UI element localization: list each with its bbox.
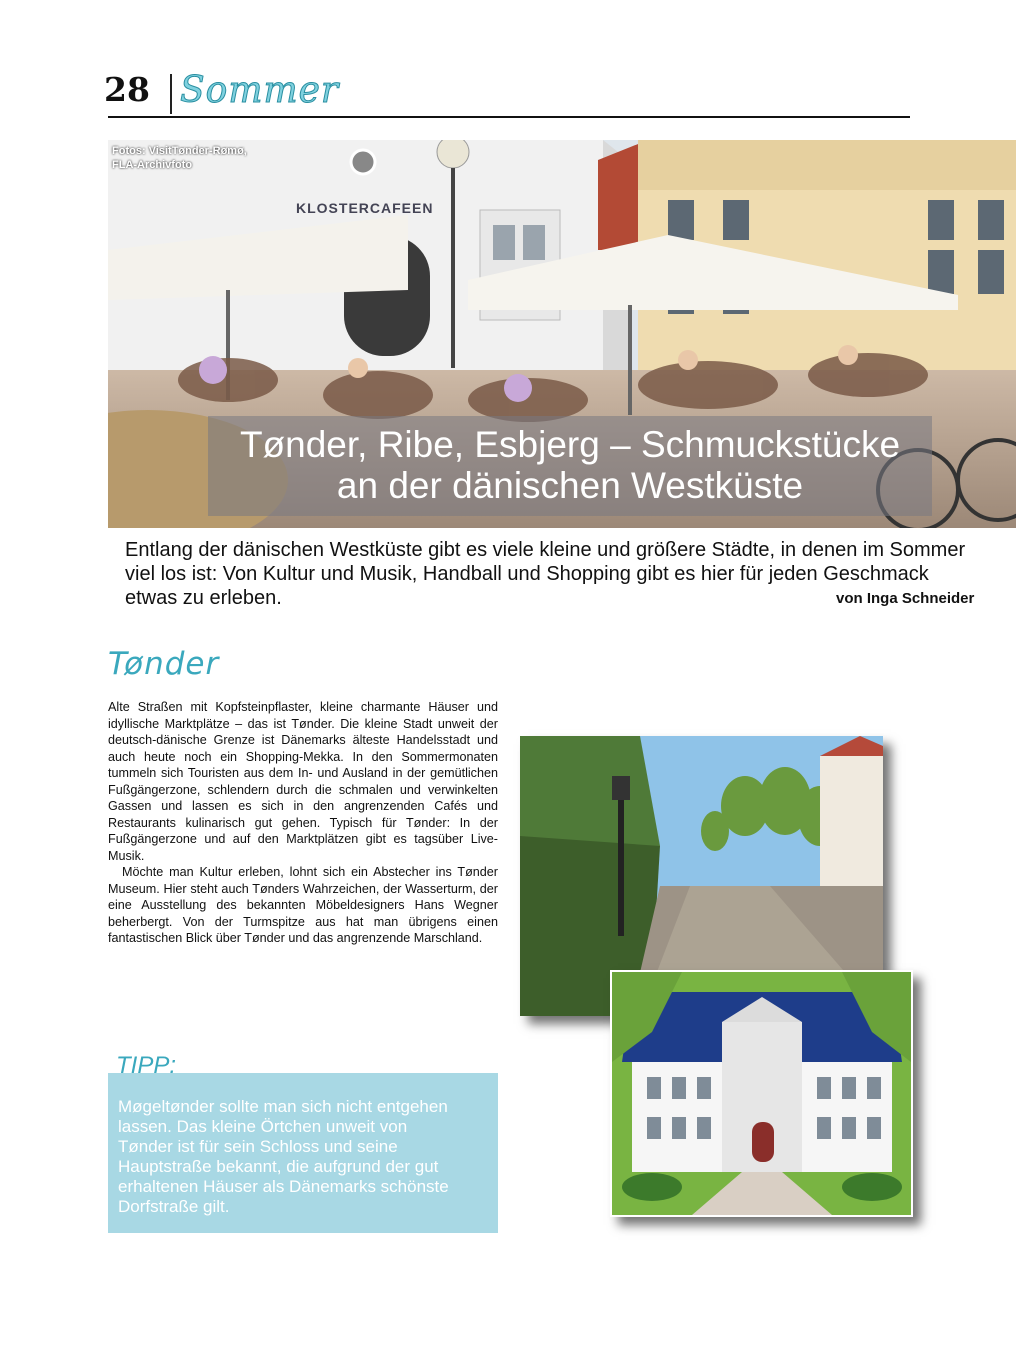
byline: von Inga Schneider	[836, 590, 975, 607]
article-paragraph-1: Alte Straßen mit Kopfsteinpflaster, kleine charmante Häuser und idyllische Marktplätze – das ist Tønder. Die kleine Stadt unweit der deutsch-dänische Grenze ist Dänemarks älteste Handelsstadt und auch heute noch ein Shopping-Mekka. In den Sommermonaten tummeln sich Touristen aus dem In- und Ausland in der gemütlichen Fußgängerzone, schlendern durch die schmalen und verwinkelten Gassen und lassen es sich in den angrenzenden Cafés und Restaurants kulinarisch gut gehen. Typisch für Tønder: In der Fußgängerzone und auf den Marktplätzen gibt es tagsüber Live-Musik.	[108, 700, 498, 863]
hero-photo	[108, 140, 1016, 528]
photo-credit-line2: FLA-Archivfoto	[112, 159, 193, 171]
castle-photo	[610, 970, 913, 1217]
photo-credit	[112, 144, 247, 172]
hero-title-line2: an der dänischen Westküste	[336, 465, 804, 506]
klostercafeen-sign: KLOSTERCAFEEN	[296, 200, 434, 216]
article-heading: Tønder	[108, 646, 220, 682]
article-paragraph-2: Möchte man Kultur erleben, lohnt sich ein Abstecher ins Tønder Museum. Hier steht auch Tønders Wahrzeichen, der Wasserturm, der eine Ausstellung des bekannten Möbeldesigners Hans Wegner beherbergt. Von der Turmspitze aus hat man übrigens einen fantastischen Blick über Tønder und das angrenzende Marschland.	[108, 865, 498, 945]
hero-title	[208, 424, 932, 506]
tipp-heading: TIPP:	[116, 1052, 177, 1079]
tipp-box	[108, 1073, 498, 1233]
intro-text: Entlang der dänischen Westküste gibt es viele kleine und größere Städte, in denen im Sommer viel los ist: Von Kultur und Musik, Handball und Shopping gibt es hier für jeden Geschmack etwas zu erleben.	[125, 539, 966, 609]
castle-photo-illustration	[612, 972, 911, 1215]
tipp-text: Møgeltønder sollte man sich nicht entgehen lassen. Das kleine Örtchen unweit von Tønder ist für sein Schloss und seine Hauptstraße bekannt, die aufgrund der gut erhaltenen Häuser als Dänemarks schönste Dorfstraße gilt.	[118, 1097, 449, 1216]
hero-title-box	[208, 416, 932, 516]
hero-title-line1: Tønder, Ribe, Esbjerg – Schmuckstücke	[239, 424, 901, 465]
header-separator	[170, 74, 172, 114]
header-rule	[108, 116, 910, 118]
photo-credit-line1: Fotos: VisitTønder-Rømø,	[112, 145, 247, 157]
page-number: 28	[104, 70, 150, 109]
section-title: Sommer	[180, 70, 340, 111]
article-body	[108, 699, 498, 947]
